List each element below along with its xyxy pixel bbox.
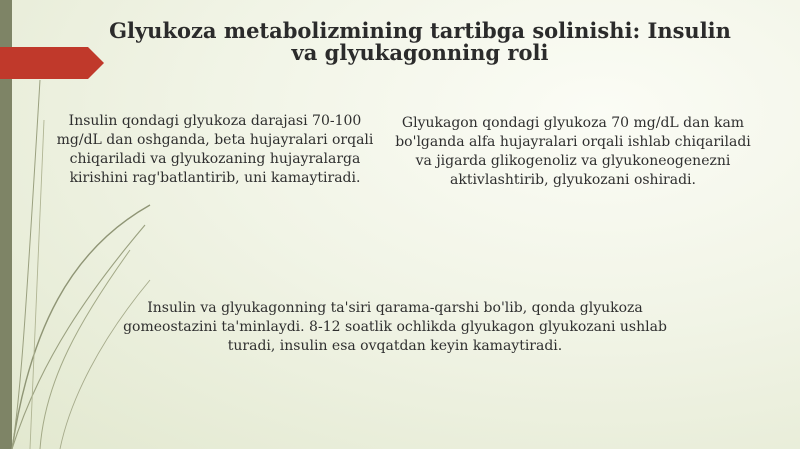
red-arrow-accent <box>0 47 104 79</box>
insulin-paragraph: Insulin qondagi glyukoza darajasi 70-100 mg/dL dan oshganda, beta hujayralari orqali chiqariladi va glyukozaning hujayralarga kirishini rag'batlantirib, uni kamaytiradi. <box>56 113 374 186</box>
glucagon-paragraph: Glyukagon qondagi glyukoza 70 mg/dL dan kam bo'lganda alfa hujayralari orqali ishlab chiqariladi va jigarda glikogenoliz va glyukoneogenezni aktivlashtirib, glyukozani oshiradi. <box>395 115 751 188</box>
slide-title: Glyukoza metabolizmining tartibga solinishi: Insulin va glyukagonning roli <box>109 18 731 65</box>
summary-paragraph: Insulin va glyukagonning ta'siri qarama-qarshi bo'lib, qonda glyukoza gomeostazini ta'minlaydi. 8-12 soatlik ochlikda glyukagon glyukozani ushlab turadi, insulin esa ovqatdan keyin kamaytiradi. <box>123 300 667 354</box>
